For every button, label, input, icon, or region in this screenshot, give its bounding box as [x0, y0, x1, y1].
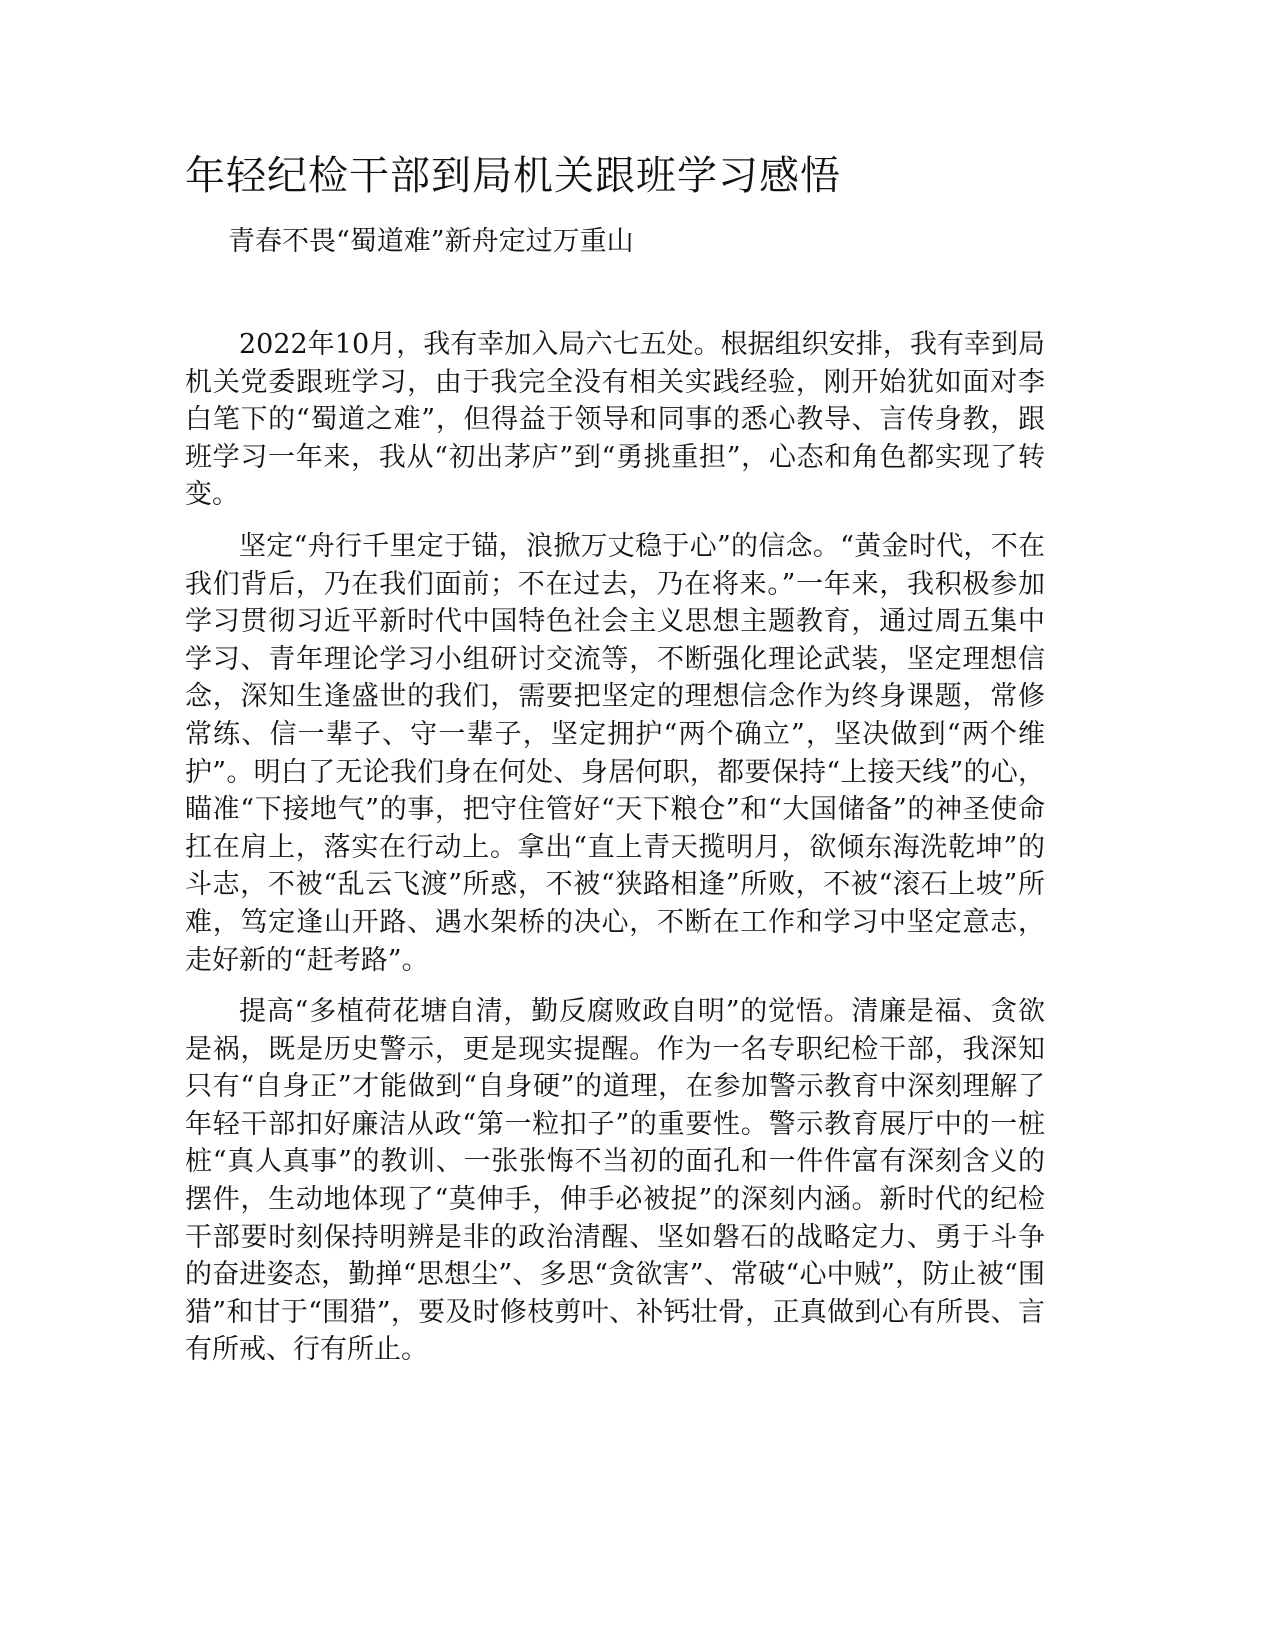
- document-body: [185, 326, 1045, 1383]
- paragraph-belief: 坚定“舟行千里定于锚，浪掀万丈稳于心”的信念。“黄金时代，不在我们背后，乃在我们面前；不在过去，乃在将来。”一年来，我积极参加学习贯彻习近平新时代中国特色社会主义思想主题教育，通过周五集中学习、青年理论学习小组研讨交流等，不断强化理论武装，坚定理想信念，深知生逢盛世的我们，需要把坚定的理想信念作为终身课题，常修常练、信一辈子、守一辈子，坚定拥护“两个确立”，坚决做到“两个维护”。明白了无论我们身在何处、身居何职，都要保持“上接天线”的心，瞄准“下接地气”的事，把守住管好“天下粮仓”和“大国储备”的神圣使命扛在肩上，落实在行动上。拿出“直上青天揽明月，欲倾东海洗乾坤”的斗志，不被“乱云飞渡”所惑，不被“狭路相逢”所败，不被“滚石上坡”所难，笃定逢山开路、遇水架桥的决心，不断在工作和学习中坚定意志，走好新的“赶考路”。: [185, 530, 1045, 976]
- document-title: 年轻纪检干部到局机关跟班学习感悟: [185, 153, 841, 199]
- document-subtitle: 青春不畏“蜀道难”新舟定过万重山: [228, 226, 634, 257]
- paragraph-intro: 2022年10月，我有幸加入局六七五处。根据组织安排，我有幸到局机关党委跟班学习，由于我完全没有相关实践经验，刚开始犹如面对李白笔下的“蜀道之难”，但得益于领导和同事的悉心教导、言传身教，跟班学习一年来，我从“初出茅庐”到“勇挑重担”，心态和角色都实现了转变。: [185, 329, 1045, 511]
- paragraph-awareness: 提高“多植荷花塘自清，勤反腐败政自明”的觉悟。清廉是福、贪欲是祸，既是历史警示，更是现实提醒。作为一名专职纪检干部，我深知只有“自身正”才能做到“自身硬”的道理，在参加警示教育中深刻理解了年轻干部扣好廉洁从政“第一粒扣子”的重要性。警示教育展厅中的一桩桩“真人真事”的教训、一张张悔不当初的面孔和一件件富有深刻含义的摆件，生动地体现了“莫伸手，伸手必被捉”的深刻内涵。新时代的纪检干部要时刻保持明辨是非的政治清醒、坚如磐石的战略定力、勇于斗争的奋进姿态，勤掸“思想尘”、多思“贪欲害”、常破“心中贼”，防止被“围猎”和甘于“围猎”，要及时修枝剪叶、补钙壮骨，正真做到心有所畏、言有所戒、行有所止。: [185, 996, 1045, 1366]
